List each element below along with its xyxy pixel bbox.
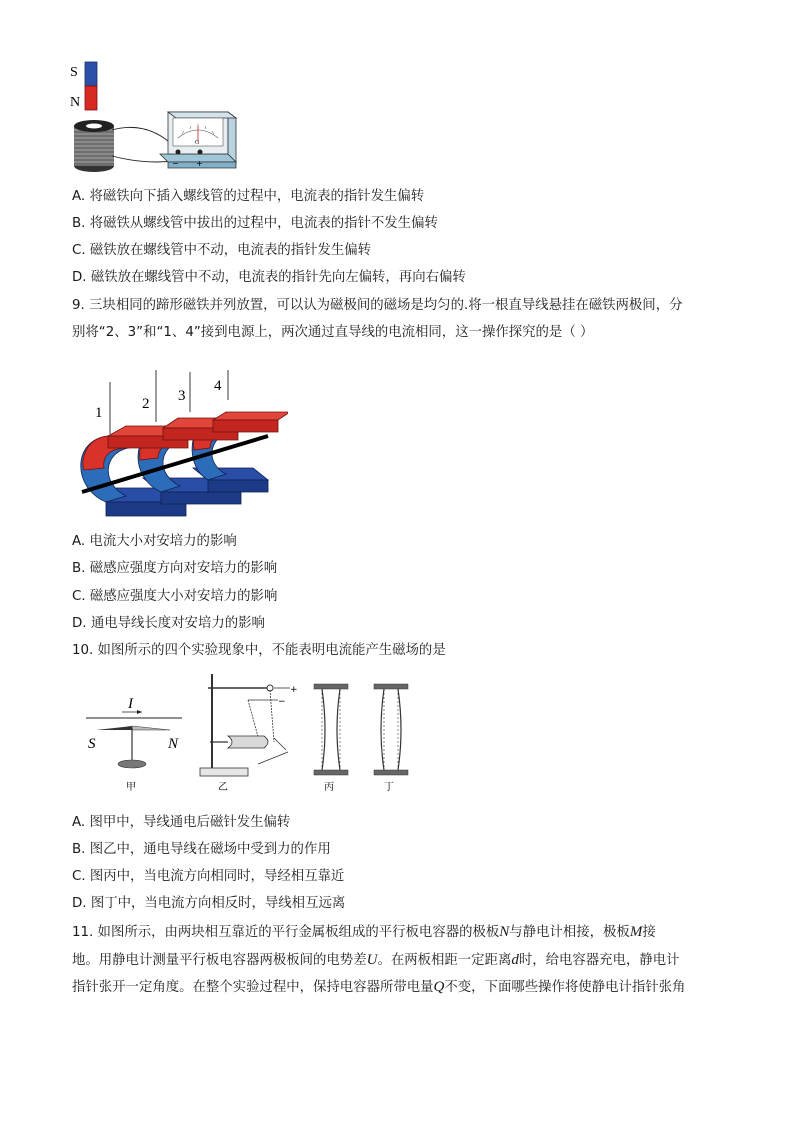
galvanometer: [160, 112, 236, 168]
q9-option-d: D. 通电导线长度对安培力的影响: [72, 616, 265, 631]
label-4: 4: [214, 378, 222, 394]
needle-right: [132, 726, 170, 730]
q9-option-a: A. 电流大小对安培力的影响: [72, 534, 237, 549]
q11-line1-b: 与静电计相接，极板: [509, 925, 630, 940]
magnet-s-label: S: [70, 65, 78, 80]
solenoid-coil: [74, 120, 114, 172]
label-1: 1: [95, 405, 103, 421]
svg-text:−: −: [278, 697, 286, 707]
q11-line1-c: 接: [642, 925, 656, 940]
q10-option-c: C. 图丙中，当电流方向相同时，导经相互靠近: [72, 869, 345, 884]
q9-stem-line1: 9. 三块相同的蹄形磁铁并列放置，可以认为磁极间的磁场是均匀的.将一根直导线悬挂在磁铁两极间，分: [72, 298, 683, 313]
var-m: M: [629, 924, 643, 940]
q11-line2-b: 。在两板相距一定距离: [377, 953, 512, 968]
label-2: 2: [142, 396, 150, 412]
minus-sign: −: [172, 159, 179, 168]
caption-ding: 丁: [384, 782, 394, 793]
q8-figure: [68, 58, 243, 178]
q8-option-d: D. 磁铁放在螺线管中不动，电流表的指针先向左偏转，再向右偏转: [72, 270, 466, 285]
u-magnet: [228, 736, 268, 748]
wire-ding-left: [381, 689, 384, 770]
caption-yi: 乙: [218, 782, 228, 793]
plus-terminal: [198, 150, 203, 155]
wire-ding-right: [398, 689, 401, 770]
caption-bing: 丙: [324, 782, 334, 793]
stand-base: [200, 768, 248, 776]
q11-line3-a: 指针张开一定角度。在整个实验过程中，保持电容器所带电量: [72, 980, 434, 995]
svg-text:+: +: [290, 685, 298, 695]
magnet-n-pole: [85, 86, 97, 110]
label-3: 3: [178, 388, 186, 404]
q9-stem-line2: 别将“2、3”和“1、4”接到电源上，两次通过直导线的电流相同，这一操作探究的是（ ）: [72, 325, 594, 340]
wire-bing-left: [322, 689, 325, 770]
q11-line2-c: 时，给电容器充电，静电计: [518, 953, 680, 968]
needle-n-label: N: [168, 736, 179, 752]
q11-line3: [72, 977, 685, 998]
q10-stem: 10. 如图所示的四个实验现象中，不能表明电流能产生磁场的是: [72, 643, 446, 658]
needle-left: [96, 726, 132, 730]
var-u: U: [366, 952, 378, 968]
q11-line1: [72, 922, 656, 943]
var-d: d: [511, 952, 519, 968]
minus-terminal: [176, 150, 181, 155]
q11-line2-a: 地。用静电计测量平行板电容器两极板间的电势差: [72, 953, 367, 968]
q9-figure: [68, 370, 288, 525]
wire-1: [112, 127, 176, 148]
figure-yi: [200, 674, 298, 793]
figure-ding: [374, 684, 408, 793]
figure-bing: [314, 684, 348, 793]
q8-option-b: B. 将磁铁从螺线管中拔出的过程中，电流表的指针不发生偏转: [72, 216, 438, 231]
plus-sign: +: [196, 159, 203, 168]
caption-jia: 甲: [126, 782, 136, 793]
needle-s-label: S: [88, 736, 96, 752]
q10-option-a: A. 图甲中，导线通电后磁针发生偏转: [72, 815, 291, 830]
q9-option-b: B. 磁感应强度方向对安培力的影响: [72, 561, 278, 576]
q11-line3-b: 不变，下面哪些操作将使静电计指针张角: [444, 980, 686, 995]
q10-option-b: B. 图乙中，通电导线在磁场中受到力的作用: [72, 842, 331, 857]
q8-option-a: A. 将磁铁向下插入螺线管的过程中，电流表的指针发生偏转: [72, 189, 425, 204]
magnet-s-pole: [85, 62, 97, 86]
meter-dial-label: G: [195, 140, 200, 146]
q10-figure: [78, 672, 418, 800]
magnet-n-label: N: [70, 95, 81, 110]
q9-option-c: C. 磁感应强度大小对安培力的影响: [72, 589, 278, 604]
q11-line2: [72, 950, 680, 971]
var-q: Q: [433, 979, 445, 995]
q10-option-d: D. 图丁中，当电流方向相反时，导线相互远离: [72, 896, 346, 911]
current-label: I: [128, 696, 133, 712]
wire-bing-right: [337, 689, 340, 770]
figure-jia: [86, 696, 182, 793]
q8-option-c: C. 磁铁放在螺线管中不动，电流表的指针发生偏转: [72, 243, 372, 258]
var-n: N: [499, 924, 510, 940]
q11-line1-a: 11. 如图所示，由两块相互靠近的平行金属板组成的平行板电容器的极板: [72, 925, 500, 940]
